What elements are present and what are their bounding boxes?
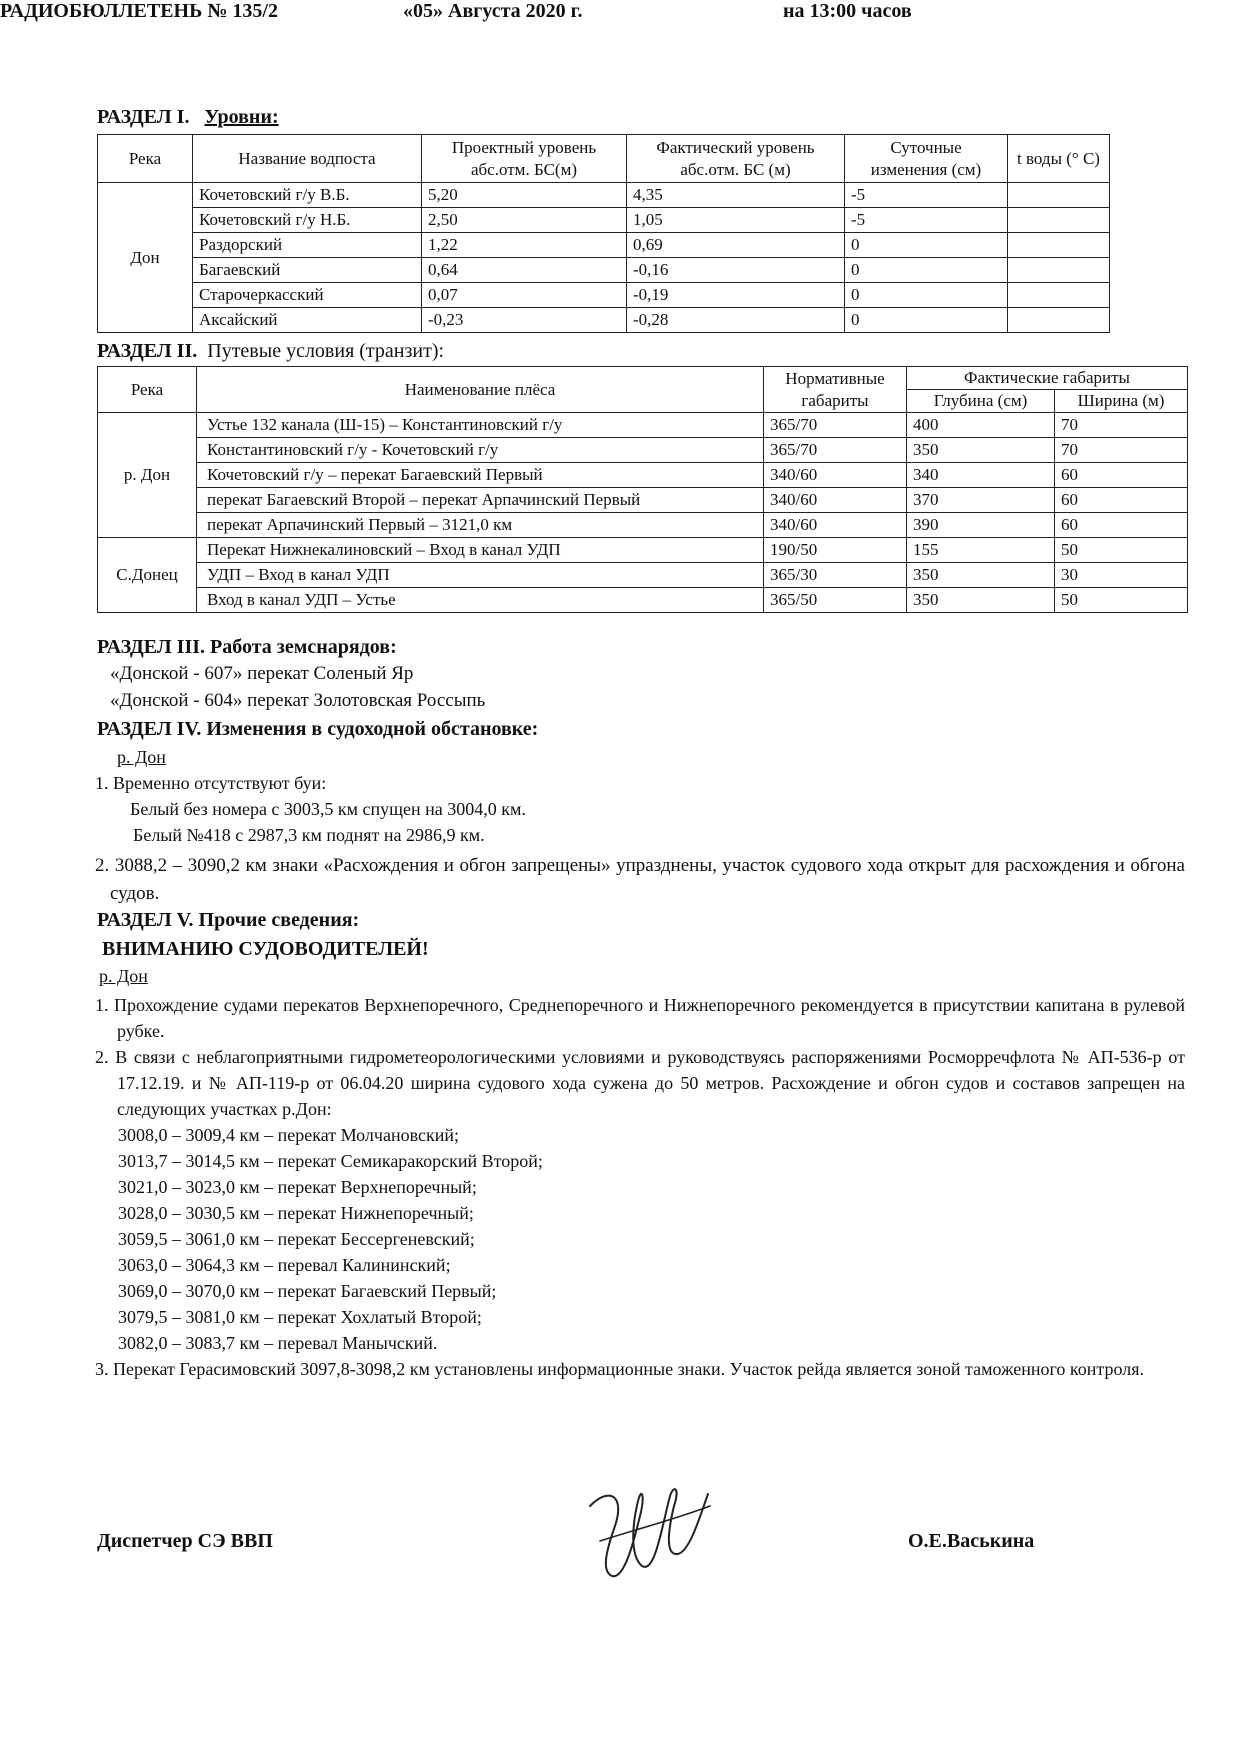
- normative-cell: 340/60: [764, 513, 907, 538]
- bulletin-date: «05» Августа 2020 г.: [403, 0, 583, 22]
- bulletin-time: на 13:00 часов: [783, 0, 912, 22]
- section4-item1: 1. Временно отсутствуют буи:: [95, 773, 327, 793]
- stretch-cell: Константиновский г/у - Кочетовский г/у: [197, 438, 764, 463]
- transit-row: [98, 563, 1188, 588]
- header-river2: Река: [98, 367, 197, 413]
- water-temp-cell: [1008, 258, 1110, 283]
- water-temp-cell: [1008, 183, 1110, 208]
- project-level-cell: 5,20: [422, 183, 627, 208]
- levels-row: [98, 233, 1110, 258]
- section2-title: РАЗДЕЛ II.: [97, 340, 198, 362]
- depth-cell: 390: [907, 513, 1055, 538]
- section4-item1-b: Белый №418 с 2987,3 км поднят на 2986,9 км.: [133, 825, 485, 845]
- river-group-cell: р. Дон: [98, 413, 197, 538]
- normative-cell: 365/70: [764, 438, 907, 463]
- depth-cell: 350: [907, 563, 1055, 588]
- section4-item1-a: Белый без номера с 3003,5 км спущен на 3004,0 км.: [130, 799, 526, 819]
- width-cell: 60: [1055, 488, 1188, 513]
- transit-row: [98, 413, 1188, 438]
- depth-cell: 370: [907, 488, 1055, 513]
- post-cell: Кочетовский г/у В.Б.: [193, 183, 422, 208]
- normative-cell: 340/60: [764, 463, 907, 488]
- header-actual-dimensions: Фактические габариты: [907, 367, 1188, 390]
- stretch-cell: Устье 132 канала (Ш-15) – Константиновский г/у: [197, 413, 764, 438]
- water-temp-cell: [1008, 283, 1110, 308]
- restricted-zone-item: 3021,0 – 3023,0 км – перекат Верхнепоречный;: [118, 1177, 477, 1197]
- restricted-zone-item: 3028,0 – 3030,5 км – перекат Нижнепоречный;: [118, 1203, 474, 1223]
- actual-level-cell: -0,16: [627, 258, 845, 283]
- section5-item2: 2. В связи с неблагоприятными гидрометеорологическими условиями и руководствуясь распоряжениями Росморречфлота № АП-536-р от 17.12.19. и № АП-119-р от 06.04.20 ширина судового хода сужена до 50 метров. Расхождение и обгон судов и составов запрещен на следующих участках р.Дон:: [95, 1047, 1185, 1119]
- section1-subtitle: Уровни:: [204, 106, 279, 128]
- levels-row: [98, 208, 1110, 233]
- header-normative: Нормативные габариты: [764, 367, 907, 413]
- actual-level-cell: -0,28: [627, 308, 845, 333]
- restricted-zone-item: 3069,0 – 3070,0 км – перекат Багаевский Первый;: [118, 1281, 497, 1301]
- daily-change-cell: -5: [845, 208, 1008, 233]
- section4-title: РАЗДЕЛ IV. Изменения в судоходной обстановке:: [97, 718, 539, 740]
- signature-role: Диспетчер СЭ ВВП: [97, 1530, 273, 1552]
- header-stretch: Наименование плёса: [197, 367, 764, 413]
- header-post: Название водпоста: [193, 135, 422, 183]
- bulletin-title: РАДИОБЮЛЛЕТЕНЬ № 135/2: [0, 0, 278, 22]
- restricted-zone-item: 3079,5 – 3081,0 км – перекат Хохлатый Второй;: [118, 1307, 482, 1327]
- actual-level-cell: 1,05: [627, 208, 845, 233]
- transit-table: [97, 366, 1188, 613]
- post-cell: Багаевский: [193, 258, 422, 283]
- transit-row: [98, 488, 1188, 513]
- daily-change-cell: 0: [845, 283, 1008, 308]
- section5-item1: 1. Прохождение судами перекатов Верхнепоречного, Среднепоречного и Нижнепоречного рекомендуется в присутствии капитана в рулевой рубке.: [95, 995, 1185, 1041]
- section4-river: р. Дон: [117, 747, 166, 767]
- depth-cell: 340: [907, 463, 1055, 488]
- levels-row: [98, 258, 1110, 283]
- signature-name: О.Е.Васькина: [908, 1530, 1035, 1552]
- daily-change-cell: 0: [845, 258, 1008, 283]
- daily-change-cell: -5: [845, 183, 1008, 208]
- width-cell: 70: [1055, 438, 1188, 463]
- dredger-item: «Донской - 604» перекат Золотовская Россыпь: [110, 690, 486, 711]
- width-cell: 60: [1055, 463, 1188, 488]
- restricted-zone-item: 3013,7 – 3014,5 км – перекат Семикаракорский Второй;: [118, 1151, 543, 1171]
- levels-row: [98, 183, 1110, 208]
- water-temp-cell: [1008, 308, 1110, 333]
- project-level-cell: 1,22: [422, 233, 627, 258]
- depth-cell: 350: [907, 438, 1055, 463]
- section5-river: р. Дон: [99, 966, 148, 986]
- water-temp-cell: [1008, 233, 1110, 258]
- actual-level-cell: 4,35: [627, 183, 845, 208]
- normative-cell: 340/60: [764, 488, 907, 513]
- depth-cell: 400: [907, 413, 1055, 438]
- width-cell: 60: [1055, 513, 1188, 538]
- depth-cell: 350: [907, 588, 1055, 613]
- section1-heading: [97, 106, 279, 129]
- levels-header-row: [98, 135, 1110, 183]
- stretch-cell: Перекат Нижнекалиновский – Вход в канал УДП: [197, 538, 764, 563]
- actual-level-cell: 0,69: [627, 233, 845, 258]
- attention-heading: ВНИМАНИЮ СУДОВОДИТЕЛЕЙ!: [102, 938, 429, 960]
- river-cell: Дон: [98, 183, 193, 333]
- restricted-zones-list: [118, 1122, 543, 1356]
- section2-subtitle: Путевые условия (транзит):: [207, 340, 445, 362]
- actual-level-cell: -0,19: [627, 283, 845, 308]
- section4-item2: 2. 3088,2 – 3090,2 км знаки «Расхождения и обгон запрещены» упразднены, участок судового хода открыт для расхождения и обгона судов.: [95, 855, 1185, 904]
- project-level-cell: 0,07: [422, 283, 627, 308]
- stretch-cell: Вход в канал УДП – Устье: [197, 588, 764, 613]
- header-project-level: Проектный уровень абс.отм. БС(м): [422, 135, 627, 183]
- stretch-cell: перекат Арпачинский Первый – 3121,0 км: [197, 513, 764, 538]
- header-width: Ширина (м): [1055, 390, 1188, 413]
- transit-row: [98, 588, 1188, 613]
- stretch-cell: Кочетовский г/у – перекат Багаевский Первый: [197, 463, 764, 488]
- daily-change-cell: 0: [845, 308, 1008, 333]
- header-depth: Глубина (см): [907, 390, 1055, 413]
- width-cell: 30: [1055, 563, 1188, 588]
- levels-table: [97, 134, 1110, 333]
- section3-title: РАЗДЕЛ III. Работа земснарядов:: [97, 636, 397, 658]
- restricted-zone-item: 3008,0 – 3009,4 км – перекат Молчановский;: [118, 1125, 459, 1145]
- width-cell: 50: [1055, 538, 1188, 563]
- dredger-item: «Донской - 607» перекат Соленый Яр: [110, 663, 414, 684]
- normative-cell: 190/50: [764, 538, 907, 563]
- post-cell: Раздорский: [193, 233, 422, 258]
- header-actual-level: Фактический уровень абс.отм. БС (м): [627, 135, 845, 183]
- daily-change-cell: 0: [845, 233, 1008, 258]
- post-cell: Аксайский: [193, 308, 422, 333]
- section5-title: РАЗДЕЛ V. Прочие сведения:: [97, 909, 360, 931]
- width-cell: 70: [1055, 413, 1188, 438]
- project-level-cell: 2,50: [422, 208, 627, 233]
- restricted-zone-item: 3059,5 – 3061,0 км – перекат Бессергеневский;: [118, 1229, 475, 1249]
- handwritten-signature: [570, 1476, 720, 1584]
- header-daily-change: Суточные изменения (см): [845, 135, 1008, 183]
- section2-heading: [97, 340, 444, 363]
- normative-cell: 365/50: [764, 588, 907, 613]
- transit-header-row: [98, 367, 1188, 390]
- transit-row: [98, 463, 1188, 488]
- normative-cell: 365/30: [764, 563, 907, 588]
- restricted-zone-item: 3082,0 – 3083,7 км – перевал Манычский.: [118, 1333, 438, 1353]
- width-cell: 50: [1055, 588, 1188, 613]
- project-level-cell: -0,23: [422, 308, 627, 333]
- post-cell: Кочетовский г/у Н.Б.: [193, 208, 422, 233]
- header-water-temp: t воды (° С): [1008, 135, 1110, 183]
- transit-row: [98, 538, 1188, 563]
- depth-cell: 155: [907, 538, 1055, 563]
- bulletin-header: [0, 0, 960, 30]
- water-temp-cell: [1008, 208, 1110, 233]
- stretch-cell: УДП – Вход в канал УДП: [197, 563, 764, 588]
- stretch-cell: перекат Багаевский Второй – перекат Арпачинский Первый: [197, 488, 764, 513]
- section5-item3: 3. Перекат Герасимовский 3097,8-3098,2 км установлены информационные знаки. Участок рейда является зоной таможенного контроля.: [95, 1359, 1145, 1379]
- post-cell: Старочеркасский: [193, 283, 422, 308]
- normative-cell: 365/70: [764, 413, 907, 438]
- project-level-cell: 0,64: [422, 258, 627, 283]
- transit-row: [98, 438, 1188, 463]
- header-river: Река: [98, 135, 193, 183]
- levels-row: [98, 283, 1110, 308]
- river-group-cell: С.Донец: [98, 538, 197, 613]
- transit-row: [98, 513, 1188, 538]
- section1-title: РАЗДЕЛ I.: [97, 106, 190, 128]
- restricted-zone-item: 3063,0 – 3064,3 км – перевал Калининский;: [118, 1255, 451, 1275]
- levels-row: [98, 308, 1110, 333]
